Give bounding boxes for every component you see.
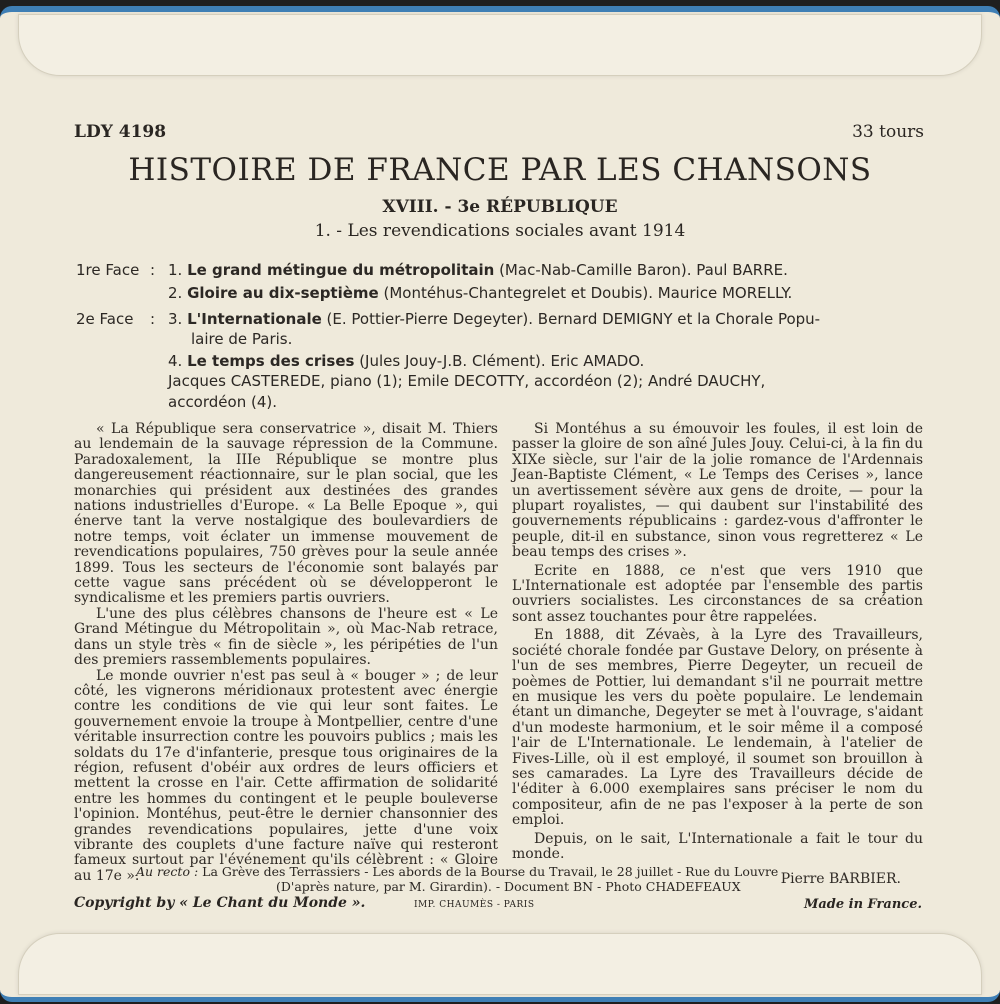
cover-credit-text: La Grève des Terrassiers - Les abords de la Bourse du Travail, le 28 juillet - Rue du Louvre — [198, 864, 779, 879]
face-1-label: 1re Face — [76, 261, 140, 279]
track-2-title: Gloire au dix-septième — [187, 284, 379, 302]
face-1-colon: : — [150, 261, 156, 279]
author-signature: Pierre BARBIER. — [780, 871, 901, 888]
notes-column-right — [512, 422, 923, 888]
volume-title: XVIII. - 3e RÉPUBLIQUE — [382, 197, 618, 217]
track-4-number: 4. — [168, 352, 183, 370]
notes-paragraph: En 1888, dit Zévaès, à la Lyre des Travailleurs, société chorale fondée par Gustave Delory, on présente à l'un de ses membres, Pierre Degeyter, un recueil de poèmes de Pottier, lui demandant s'il ne pourrait mettre en musique les vers du poète populaire. Le lendemain étant un dimanche, Degeyter se met à l'ouvrage, s'aidant d'un modeste harmonium, et le soir même il a composé l'air de L'Internationale. Le lendemain, à l'atelier de Fives-Lille, où il est employé, il soumet son brouillon à ses camarades. La Lyre des Travailleurs décide de l'éditer à 6.000 exemplaires sans préciser le nom du compositeur, afin de ne pas l'exposer à la perte de son emploi. — [512, 627, 923, 829]
notes-paragraph: Le monde ouvrier n'est pas seul à « bouger » ; de leur côté, les vignerons méridionaux protestent avec énergie contre les conditions de vie qui leur sont faites. Le gouvernement envoie la troupe à Montpellier, centre d'une véritable insurrection contre les pouvoirs publics ; mais les soldats du 17e d'infanterie, presque tous originaires de la région, refusent d'obéir aux ordres de leurs officiers et mettent la crosse en l'air. Cette affirmation de solidarité entre les hommes du contingent et le peuple bouleverse l'opinion. Montéhus, peut-être le dernier chansonnier des grandes revendications populaires, jette d'une voix vibrante des couplets d'une facture naïve qui resteront fameux surtout par l'événement qu'ils célèbrent : « Gloire au 17e ». — [74, 667, 498, 884]
notes-paragraph: « La République sera conservatrice », disait M. Thiers au lendemain de la sauvage répression de la Commune. Paradoxalement, la IIIe République se montre plus dangereusement réactionnaire, sur le plan social, que les monarchies qui président aux destinées des grandes nations industrielles d'Europe. « La Belle Epoque », qui énerve tant la verve nostalgique des boulevardiers de notre temps, voit éclater un immense mouvement de revendications populaires, 750 grèves pour la seule année 1899. Tous les secteurs de l'économie sont balayés par cette vague sans précédent où se développeront le syndicalisme et les premiers partis ouvriers. — [74, 421, 498, 607]
track-1-title: Le grand métingue du métropolitain — [187, 261, 495, 279]
face-2-label: 2e Face — [76, 310, 134, 328]
bottom-flap — [18, 933, 982, 995]
printer: IMP. CHAUMÈS - PARIS — [414, 900, 535, 910]
notes-column-left — [74, 422, 498, 884]
musicians-line-1: Jacques CASTEREDE, piano (1); Emile DECOTTY, accordéon (2); André DAUCHY, — [168, 372, 766, 390]
record-speed: 33 tours — [852, 122, 924, 142]
musicians-line-2: accordéon (4). — [168, 393, 277, 411]
track-3-title: L'Internationale — [187, 310, 322, 328]
album-title: HISTOIRE DE FRANCE PAR LES CHANSONS — [128, 152, 872, 188]
track-3-number: 3. — [168, 310, 183, 328]
cover-credit-label: Au recto : — [136, 864, 199, 879]
face-2-colon: : — [150, 310, 156, 328]
album-subtitle: 1. - Les revendications sociales avant 1914 — [314, 221, 686, 241]
track-1-credits: (Mac-Nab-Camille Baron). Paul BARRE. — [494, 261, 788, 279]
cover-credit-line-2: (D'après nature, par M. Girardin). - Document BN - Photo CHADEFEAUX — [276, 879, 741, 894]
track-3-credits-cont: laire de Paris. — [191, 330, 293, 348]
track-2 — [168, 284, 792, 302]
track-1 — [168, 261, 788, 279]
notes-paragraph: Si Montéhus a su émouvoir les foules, il est loin de passer la gloire de son aîné Jules Jouy. Celui-ci, à la fin du XIXe siècle, sur l'air de la jolie romance de l'Ardennais Jean-Baptiste Clément, « Le Temps des Cerises », lance un avertissement sévère aux gens de droite, — pour la plupart royalistes, — qui daubent sur l'instabilité des gouvernements républicains : gardez-vous d'affronter le peuple, dit-il en substance, sinon vous regretterez « Le beau temps des crises ». — [512, 421, 923, 561]
track-1-number: 1. — [168, 261, 183, 279]
track-2-number: 2. — [168, 284, 183, 302]
catalog-number: LDY 4198 — [74, 122, 167, 142]
track-4 — [168, 352, 644, 370]
notes-paragraph: Depuis, on le sait, L'Internationale a fait le tour du monde. — [512, 830, 923, 862]
track-4-credits: (Jules Jouy-J.B. Clément). Eric AMADO. — [354, 352, 645, 370]
cover-credit — [136, 864, 778, 879]
notes-paragraph: Ecrite en 1888, ce n'est que vers 1910 que L'Internationale est adoptée par l'ensemble des partis ouvriers socialistes. Les circonstances de sa création sont assez touchantes pour être rappelées. — [512, 562, 923, 625]
copyright: Copyright by « Le Chant du Monde ». — [74, 895, 366, 911]
notes-paragraph: L'une des plus célèbres chansons de l'heure est « Le Grand Métingue du Métropolitain », où Mac-Nab retrace, dans un style très « fin de siècle », les péripéties de l'un des premiers rassemblements populaires. — [74, 605, 498, 669]
top-flap — [18, 14, 982, 76]
track-2-credits: (Montéhus-Chantegrelet et Doubis). Maurice MORELLY. — [378, 284, 793, 302]
track-3 — [168, 310, 820, 328]
record-sleeve-back — [0, 6, 1000, 1002]
track-4-title: Le temps des crises — [187, 352, 355, 370]
made-in: Made in France. — [803, 897, 922, 912]
track-3-credits: (E. Pottier-Pierre Degeyter). Bernard DEMIGNY et la Chorale Popu- — [321, 310, 821, 328]
